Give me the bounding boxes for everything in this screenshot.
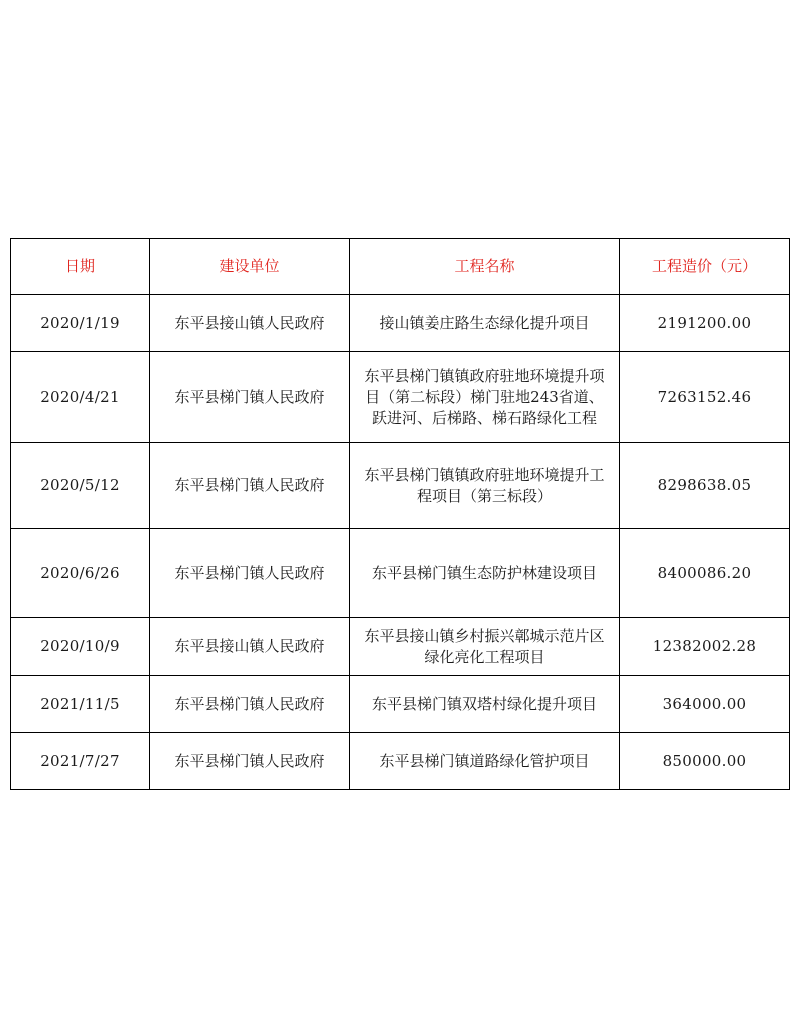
cell-date: 2020/4/21: [11, 352, 150, 443]
cell-cost: 850000.00: [620, 733, 790, 790]
cell-cost: 364000.00: [620, 676, 790, 733]
cell-project: 东平县梯门镇道路绿化管护项目: [350, 733, 620, 790]
cell-unit: 东平县梯门镇人民政府: [150, 352, 350, 443]
table-row: [11, 295, 790, 352]
cell-unit: 东平县梯门镇人民政府: [150, 733, 350, 790]
cell-cost: 8298638.05: [620, 443, 790, 529]
header-cost: 工程造价（元）: [620, 239, 790, 295]
projects-table: [10, 238, 790, 790]
table-row: [11, 352, 790, 443]
table-row: [11, 618, 790, 676]
table-header-row: [11, 239, 790, 295]
cell-unit: 东平县接山镇人民政府: [150, 618, 350, 676]
cell-project: 接山镇姜庄路生态绿化提升项目: [350, 295, 620, 352]
table-row: [11, 733, 790, 790]
cell-cost: 12382002.28: [620, 618, 790, 676]
cell-cost: 7263152.46: [620, 352, 790, 443]
header-date: 日期: [11, 239, 150, 295]
cell-unit: 东平县梯门镇人民政府: [150, 443, 350, 529]
table-row: [11, 443, 790, 529]
cell-unit: 东平县梯门镇人民政府: [150, 529, 350, 618]
cell-project: 东平县接山镇乡村振兴鄣城示范片区绿化亮化工程项目: [350, 618, 620, 676]
cell-unit: 东平县梯门镇人民政府: [150, 676, 350, 733]
cell-cost: 8400086.20: [620, 529, 790, 618]
cell-project: 东平县梯门镇生态防护林建设项目: [350, 529, 620, 618]
cell-unit: 东平县接山镇人民政府: [150, 295, 350, 352]
cell-date: 2020/5/12: [11, 443, 150, 529]
header-unit: 建设单位: [150, 239, 350, 295]
cell-date: 2020/1/19: [11, 295, 150, 352]
cell-project: 东平县梯门镇镇政府驻地环境提升项目（第二标段）梯门驻地243省道、跃进河、后梯路、梯石路绿化工程: [350, 352, 620, 443]
cell-date: 2021/7/27: [11, 733, 150, 790]
projects-table-container: [10, 238, 789, 790]
cell-date: 2020/10/9: [11, 618, 150, 676]
cell-cost: 2191200.00: [620, 295, 790, 352]
cell-date: 2021/11/5: [11, 676, 150, 733]
cell-project: 东平县梯门镇镇政府驻地环境提升工程项目（第三标段）: [350, 443, 620, 529]
cell-project: 东平县梯门镇双塔村绿化提升项目: [350, 676, 620, 733]
header-project: 工程名称: [350, 239, 620, 295]
table-row: [11, 676, 790, 733]
cell-date: 2020/6/26: [11, 529, 150, 618]
table-row: [11, 529, 790, 618]
